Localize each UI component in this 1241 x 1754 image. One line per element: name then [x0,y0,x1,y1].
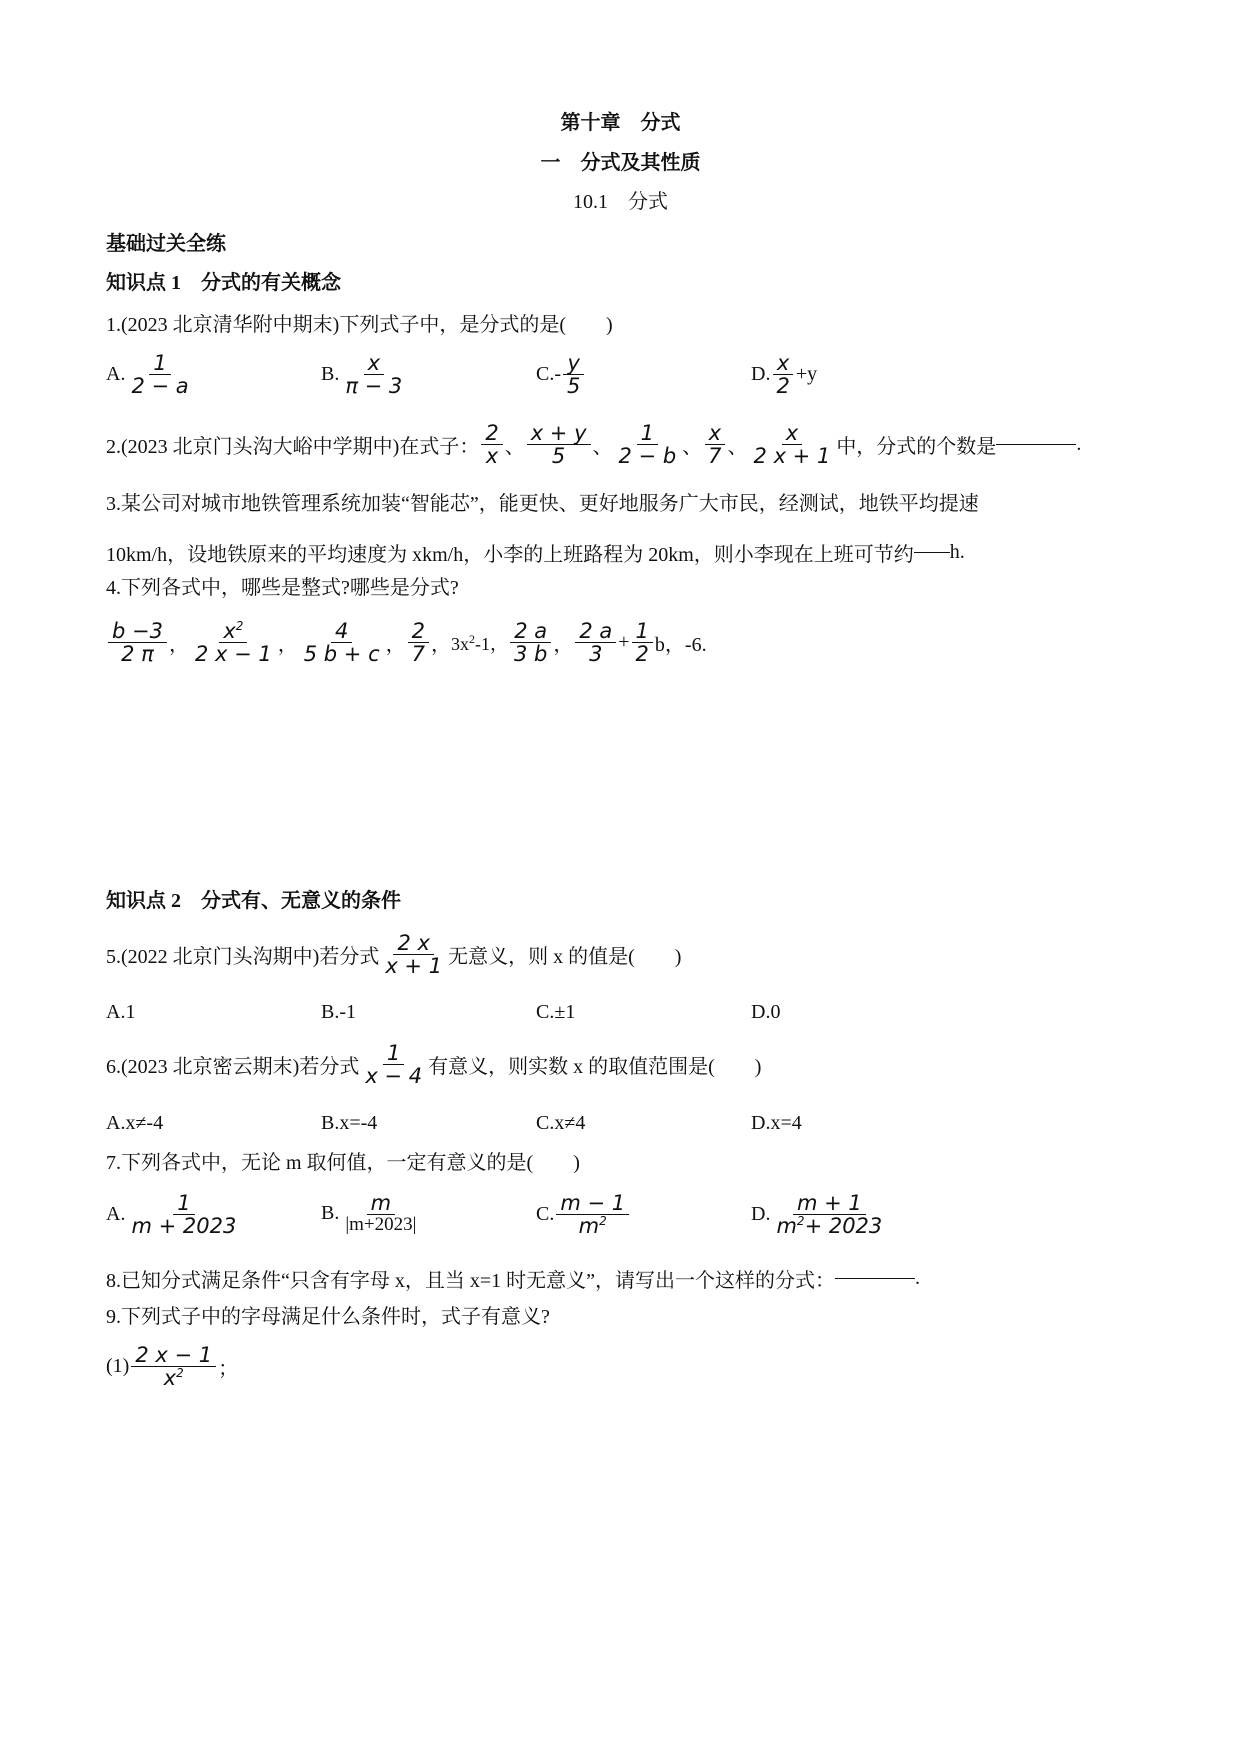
q5-option-a: A.1 [106,1001,136,1023]
q5-option-b: B.-1 [321,1001,356,1023]
q6-option-a: A.x≠-4 [106,1112,164,1134]
q7-option-b: B. $\frac{m}{|m+2023|}$ [321,1191,417,1236]
q7-option-d: D. $\frac{m + 1}{m^2+ 2023}$ [751,1191,883,1239]
q8-answer-blank[interactable] [835,1278,915,1279]
chapter-title: 第十章 分式 [560,112,681,134]
q8-line: 8.已知分式满足条件“只含有字母 x，且当 x=1 时无意义”，请写出一个这样的分式： . [106,1267,921,1292]
level-title: 基础过关全练 [106,233,226,255]
q1-option-c: C.- $\frac{y}{5}$ [536,352,586,397]
q7-stem: 7.下列各式中，无论 m 取何值，一定有意义的是( ) [106,1152,580,1174]
q9-part-1: (1) $\frac{2 x - 1}{x^2}$ ； [106,1343,239,1391]
q2-line: 2.(2023 北京门头沟大峪中学期中)在式子： $\frac{2}{x}$ 、 $\frac{x + y}{5}$ 、 $\frac{1}{2 - b}$ 、 $\frac{x}{7}$ 、 $\frac{x}{2 x + 1}$ 中，分式的个数是 . [106,421,1082,469]
q6-stem: 6.(2023 北京密云期末)若分式 $\frac{1}{x - 4}$ 有意义，则实数 x 的取值范围是( ) [106,1041,762,1089]
q9-stem: 9.下列式子中的字母满足什么条件时，式子有意义? [106,1306,550,1328]
q1-option-a: A. $\frac{1}{2 - a}$ [106,351,189,399]
q3-line2: 10km/h，设地铁原来的平均速度为 xkm/h，小李的上班路程为 20km，则小李现在上班可节约 h. [106,541,965,566]
section-title: 一 分式及其性质 [540,152,701,174]
q5-stem: 5.(2022 北京门头沟期中)若分式 $\frac{2 x}{x + 1}$ 无意义，则 x 的值是( ) [106,931,682,979]
q3-answer-blank[interactable] [914,552,950,553]
q4-stem: 4.下列各式中，哪些是整式?哪些是分式? [106,577,459,599]
q2-answer-blank[interactable] [996,444,1076,445]
subsection-title: 10.1 分式 [573,191,668,213]
q5-option-d: D.0 [751,1001,781,1023]
q3-line1: 3.某公司对城市地铁管理系统加装“智能芯”，能更快、更好地服务广大市民，经测试，地铁平均提速 [106,493,979,515]
knowledge-point-1: 知识点 1 分式的有关概念 [106,272,341,294]
knowledge-point-2: 知识点 2 分式有、无意义的条件 [106,890,401,912]
q7-option-c: C. $\frac{m - 1}{m^2}$ [536,1192,631,1237]
q6-option-d: D.x=4 [751,1112,802,1134]
q5-option-c: C.±1 [536,1001,576,1023]
q4-expressions: $\frac{b -3}{2 \pi}$ ， $\frac{x^2}{2 x - 1}$ ， $\frac{4}{5 b + c}$ ， $\frac{2}{7}$ ， $3x^2-1$， $\frac{2 a}{3 b}$ ， $\frac{2 a}{3}$ + $\frac{1}{2}$ b，-6. [106,620,707,665]
q6-option-c: C.x≠4 [536,1112,586,1134]
q6-option-b: B.x=-4 [321,1112,378,1134]
q1-option-d: D. $\frac{x}{2}$ +y [751,351,818,399]
q1-option-b: B. $\frac{x}{\pi - 3}$ [321,351,403,399]
q1-stem: 1.(2023 北京清华附中期末)下列式子中，是分式的是( ) [106,314,613,336]
q7-option-a: A. $\frac{1}{m + 2023}$ [106,1191,237,1239]
